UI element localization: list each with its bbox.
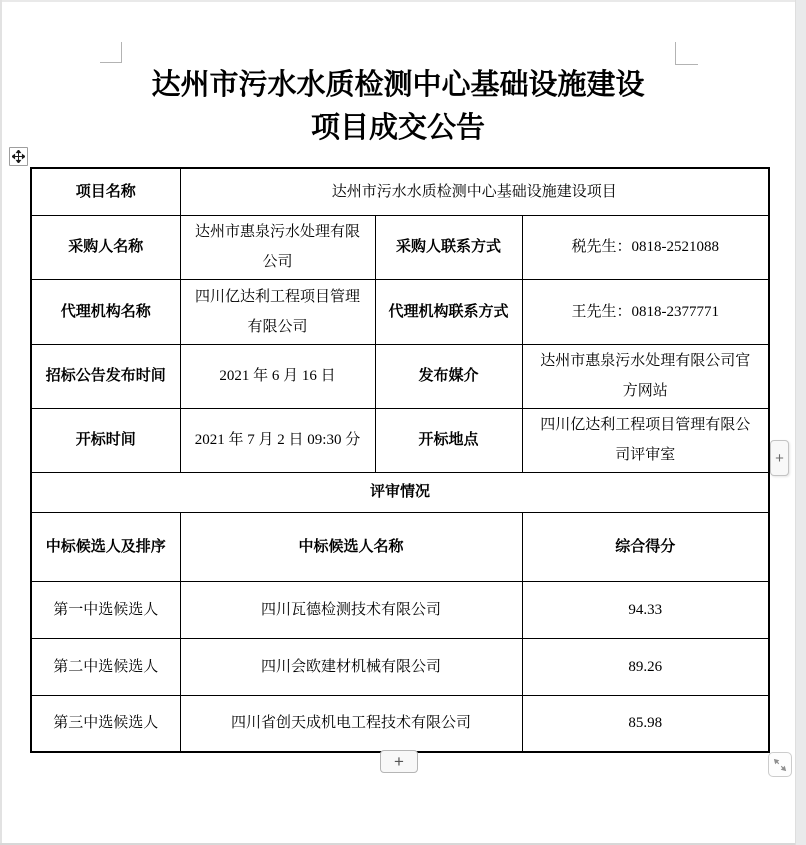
row-purchaser [31,215,769,279]
table-resize-handle[interactable] [768,752,792,777]
project-name-value: 达州市污水水质检测中心基础设施建设项目 [180,168,769,215]
candidate-2-score: 89.26 [522,638,769,695]
candidate-3-score: 85.98 [522,695,769,752]
purchaser-label: 采购人名称 [31,215,180,279]
document-title-line2: 项目成交公告 [310,112,485,144]
add-column-button[interactable] [770,440,789,476]
row-review-section [31,472,769,512]
review-header-score: 综合得分 [522,512,769,581]
announcement-date-value: 2021 年 6 月 16 日 [180,344,375,408]
plus-icon: + [775,449,784,467]
document-title [2,64,794,150]
agency-contact-label: 代理机构联系方式 [375,279,522,344]
candidate-row-1 [31,581,769,638]
bid-opening-place-label: 开标地点 [375,408,522,472]
agency-label: 代理机构名称 [31,279,180,344]
announcement-date-label: 招标公告发布时间 [31,344,180,408]
purchaser-value: 达州市惠泉污水处理有限公司 [180,215,375,279]
candidate-1-rank: 第一中选候选人 [31,581,180,638]
media-label: 发布媒介 [375,344,522,408]
review-header-rank: 中标候选人及排序 [31,512,180,581]
table-move-handle[interactable] [9,147,28,166]
page-margin-mark-top-left [100,42,122,63]
announcement-table [30,167,770,753]
media-value: 达州市惠泉污水处理有限公司官方网站 [522,344,769,408]
candidate-3-rank: 第三中选候选人 [31,695,180,752]
purchaser-contact-value: 税先生：0818-2521088 [522,215,769,279]
move-icon [12,150,25,163]
bid-opening-time-label: 开标时间 [31,408,180,472]
agency-contact-value: 王先生：0818-2377771 [522,279,769,344]
plus-icon: + [394,751,404,771]
candidate-2-rank: 第二中选候选人 [31,638,180,695]
row-announcement-date [31,344,769,408]
add-row-button[interactable] [380,750,418,773]
candidate-2-name: 四川会欧建材机械有限公司 [180,638,522,695]
row-review-header [31,512,769,581]
row-agency [31,279,769,344]
candidate-row-3 [31,695,769,752]
bid-opening-place-value: 四川亿达利工程项目管理有限公司评审室 [522,408,769,472]
candidate-3-name: 四川省创天成机电工程技术有限公司 [180,695,522,752]
bid-opening-time-value: 2021 年 7 月 2 日 09:30 分 [180,408,375,472]
review-header-name: 中标候选人名称 [180,512,522,581]
vertical-scrollbar-track[interactable] [795,0,806,845]
diagonal-resize-icon [773,758,787,772]
candidate-row-2 [31,638,769,695]
project-name-label: 项目名称 [31,168,180,215]
document-title-line1: 达州市污水水质检测中心基础设施建设 [151,69,645,101]
candidate-1-score: 94.33 [522,581,769,638]
review-section-title: 评审情况 [31,472,769,512]
candidate-1-name: 四川瓦德检测技术有限公司 [180,581,522,638]
window-edge-top [0,0,806,2]
purchaser-contact-label: 采购人联系方式 [375,215,522,279]
page-margin-mark-top-right [675,42,698,65]
agency-value: 四川亿达利工程项目管理有限公司 [180,279,375,344]
row-bid-opening [31,408,769,472]
row-project-name [31,168,769,215]
